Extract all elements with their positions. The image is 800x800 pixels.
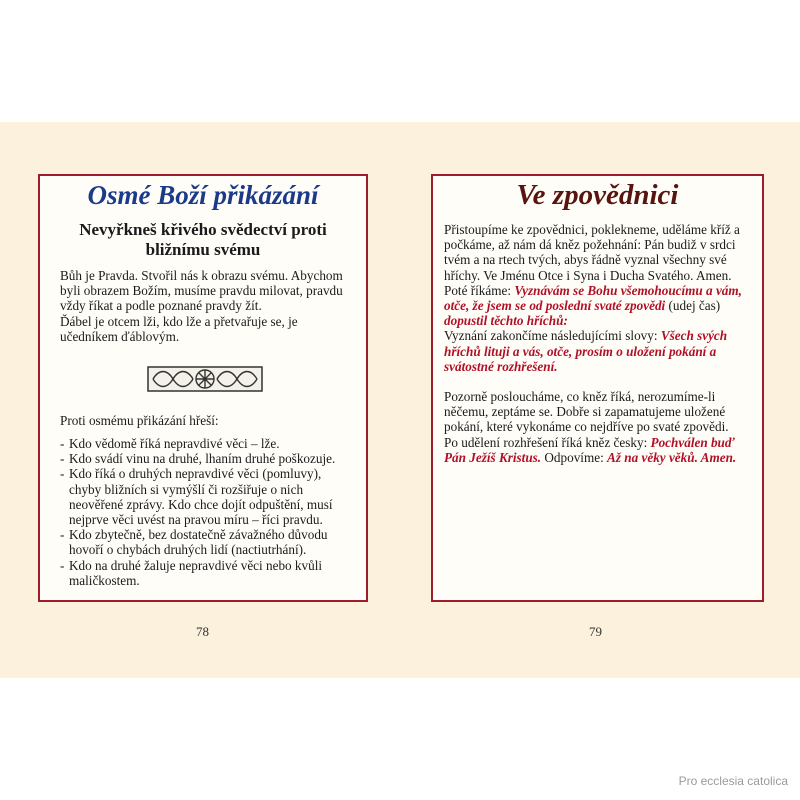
intro-paragraph: Ďábel je otcem lži, kdo lže a přetvařuje se, je učedníkem ďáblovým. [60,313,298,344]
list-item: - Kdo svádí vinu na druhé, lhaním druhé poškozuje. [60,451,354,466]
sins-title: Proti osmému přikázání hřeší: [60,413,219,428]
paragraph: Přistoupíme ke zpovědnici, poklekneme, uděláme kříž a počkáme, až nám dá kněz požehnání: Pán budiž v srdci tvém a na rtech tvých, abys řádně vyznal všechny své hříchy. Ve Jménu Otce i Syna i Ducha Svatého. Amen. [444,222,740,283]
paragraph [444,328,750,374]
paragraph [444,435,750,465]
right-page [431,174,764,602]
right-page-heading: Ve zpovědnici [516,179,679,211]
paragraph-text: Po udělení rozhřešení říká kněz česky: [444,434,651,450]
paragraph-text: Poté říkáme: [444,282,515,298]
sins-list [60,436,354,588]
right-body [444,222,750,465]
paragraph-text: (udej čas) [665,298,721,314]
list-item: - Kdo vědomě říká nepravdivé věci – lže. [60,436,354,451]
list-item: - Kdo na druhé žaluje nepravdivé věci nebo kvůli maličkostem. [60,558,354,588]
prayer-text: Pochválen buď Pán Ježíš Kristus. [444,434,735,465]
prayer-text: Vyznávám se Bohu všemohoucímu a vám, otče, že jsem se od poslední svaté zpovědi [444,282,742,314]
intro-paragraph: Bůh je Pravda. Stvořil nás k obrazu svému. Abychom byli obrazem Božím, musíme pravdu milovat, pravdu vždy říkat a podle poznané pravdy žít. [60,268,343,314]
left-intro [60,268,352,344]
left-page-subheading: Nevyřkneš křivého svědectví proti bližnímu svému [79,220,327,259]
left-page [38,174,368,602]
page-number-left: 78 [196,624,209,639]
celtic-ornament-icon [147,366,263,392]
left-page-heading: Osmé Boží přikázání [87,180,319,210]
list-item: - Kdo říká o druhých nepravdivé věci (pomluvy), chyby bližních si vymýšlí či rozšiřuje o nich neověřené zprávy. Kdo chce dojít odpuštění, musí nejprve věci uvést na pravou míru – říci pravdu. [60,466,354,527]
list-item: - Kdo zbytečně, bez dostatečně závažného důvodu hovoří o chybách druhých lidí (nactiutrhání). [60,527,354,557]
paragraph [444,283,750,329]
watermark: Pro ecclesia catolica [678,774,788,788]
paragraph: Pozorně posloucháme, co kněz říká, nerozumíme-li něčemu, zeptáme se. Dobře si zapamatujeme uložené pokání, které vykonáme co nejdříve po svaté zpovědi. [444,389,729,435]
paragraph-text: Odpovíme: [541,449,608,465]
prayer-text: Až na věky věků. Amen. [607,449,737,465]
prayer-text: dopustil těchto hříchů: [444,313,568,329]
paragraph-text: Vyznání zakončíme následujícími slovy: [444,328,661,344]
page-number-right: 79 [589,624,602,639]
prayer-text: Všech svých hříchů lituji a vás, otče, prosím o uložení pokání a svátostné rozhřešení. [444,328,728,374]
